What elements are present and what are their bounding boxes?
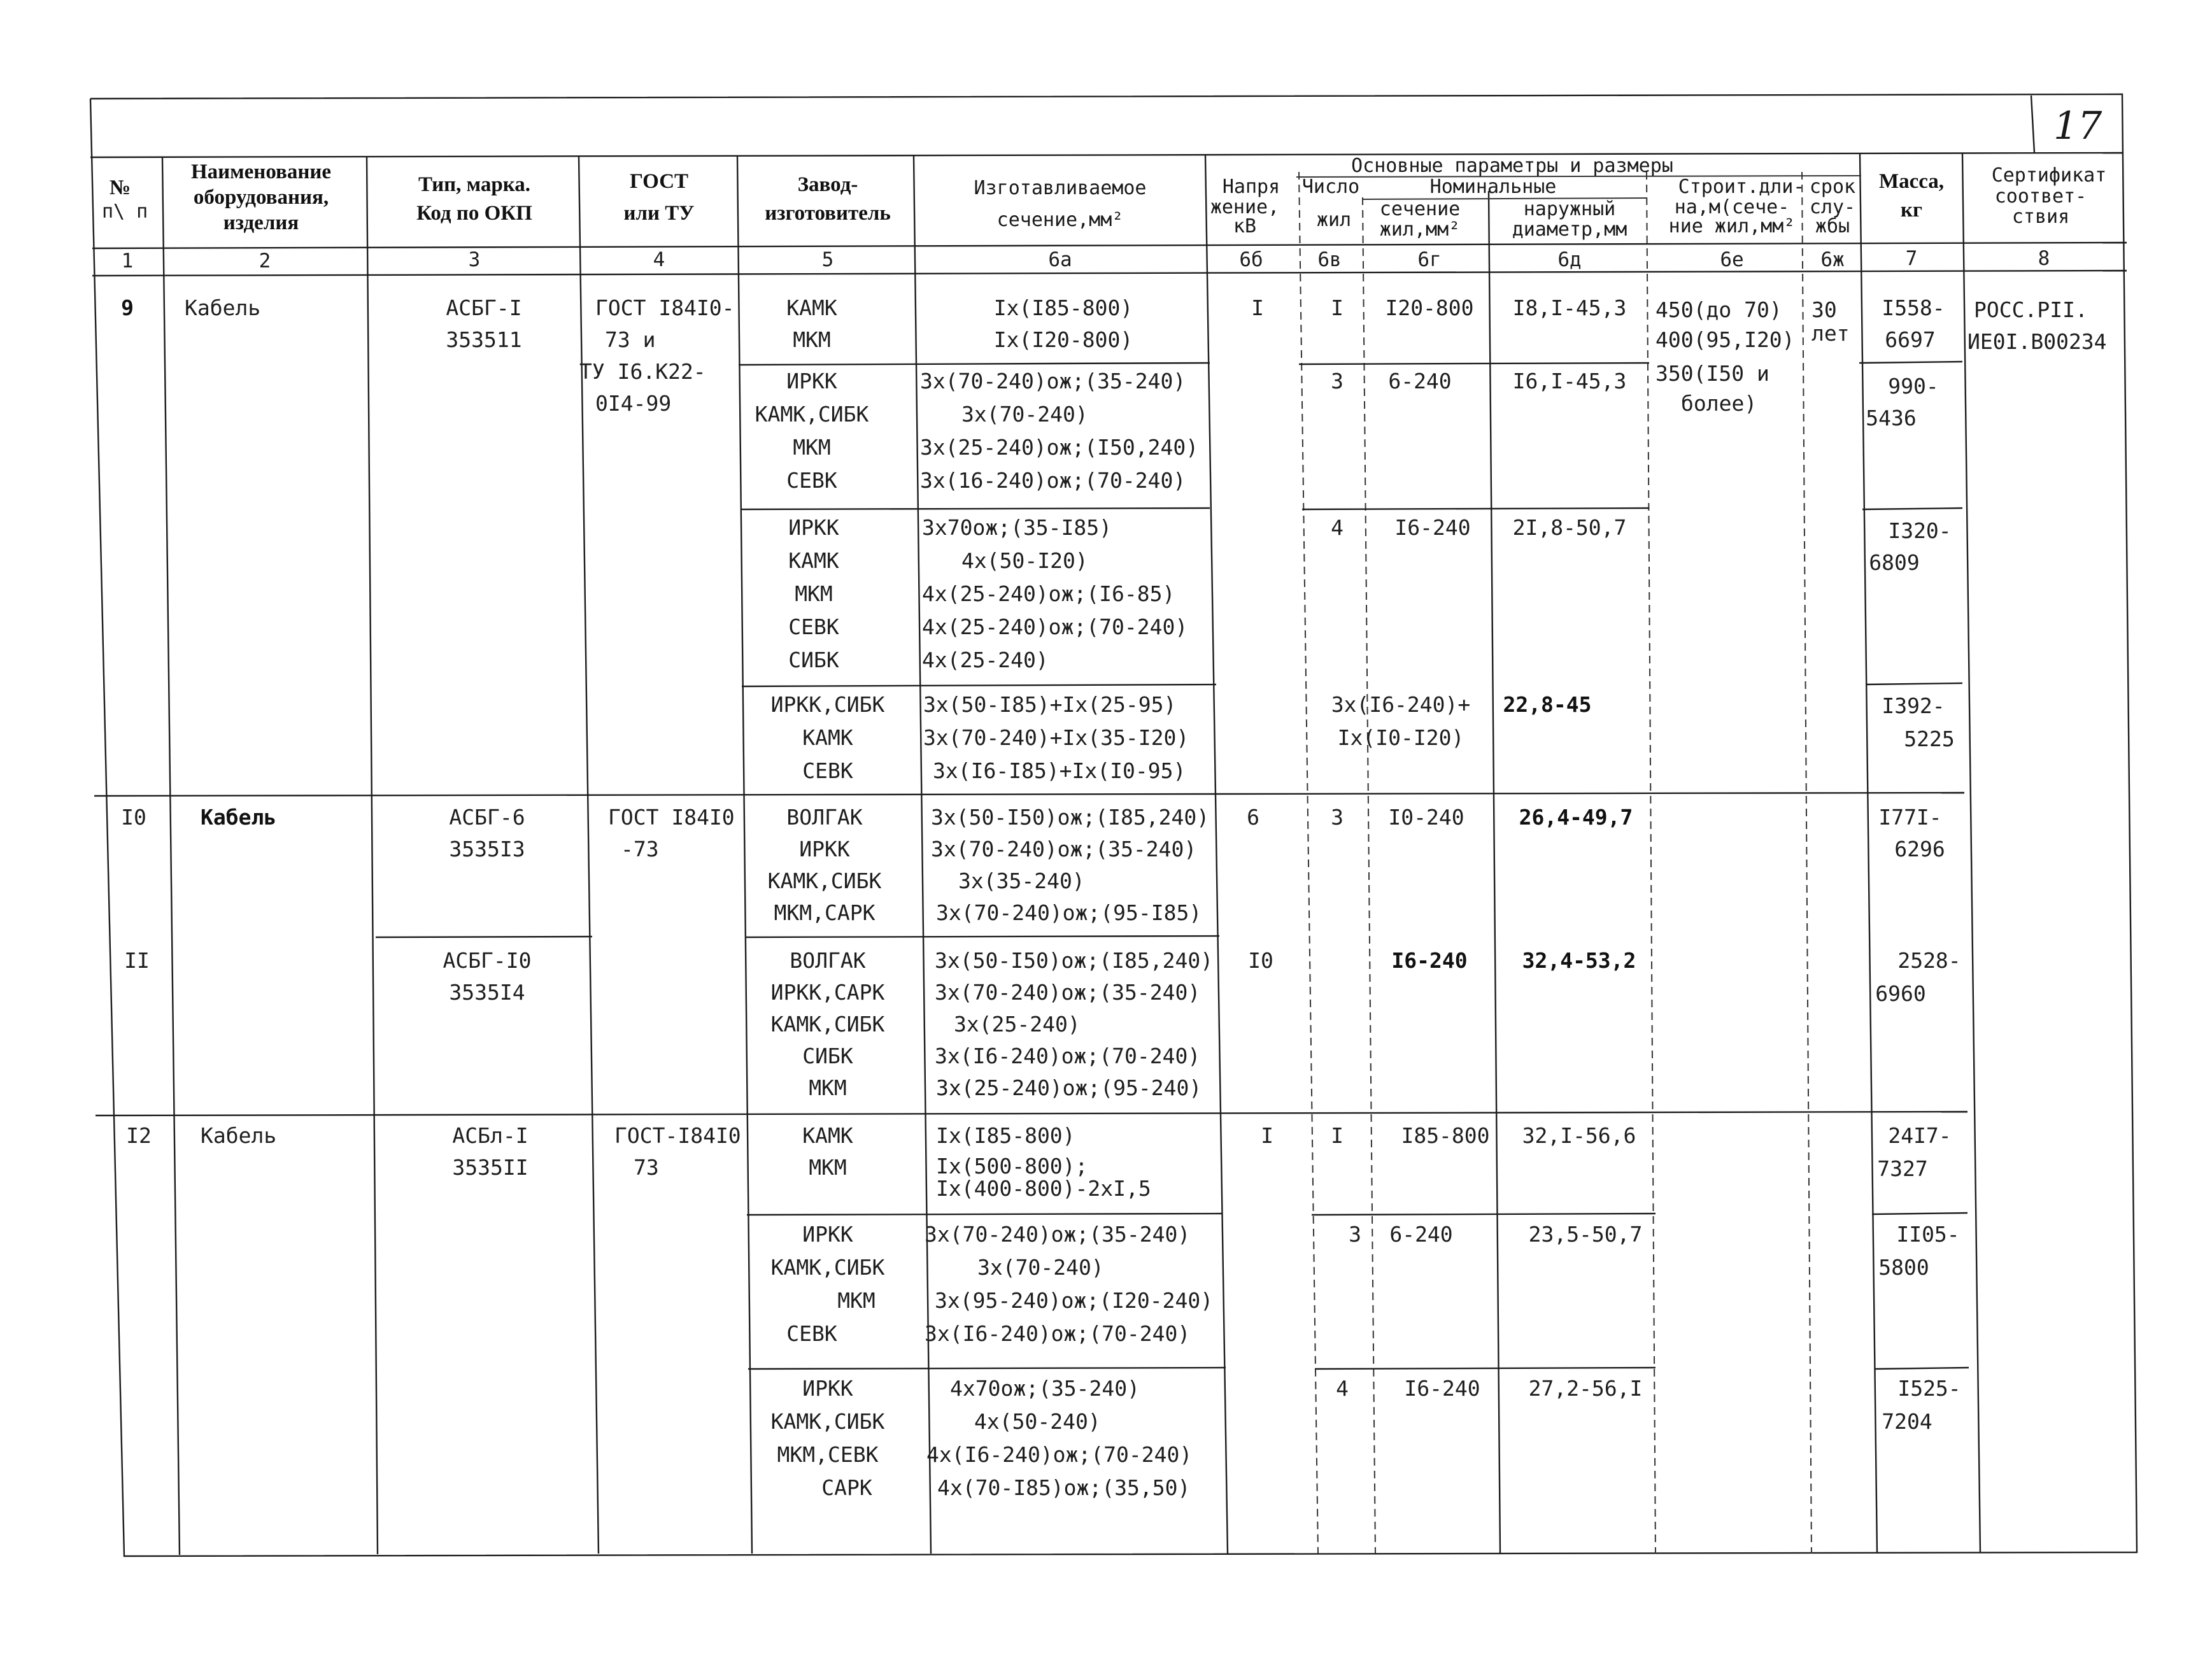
gost-text: -73 [621, 837, 659, 861]
header-maker-1: Завод- [797, 173, 858, 196]
col-num: 6д [1557, 248, 1582, 271]
section: 3х(70-240) [977, 1255, 1104, 1280]
header-section-1: Изготавливаемое [974, 177, 1147, 199]
section: 4х(25-240)ож;(70-240) [922, 614, 1188, 639]
header-main-params: Основные параметры и размеры [1351, 155, 1673, 177]
section: 3х(16-240)ож;(70-240) [920, 468, 1186, 493]
mass: 6809 [1869, 550, 1920, 575]
maker: МКМ [837, 1288, 876, 1313]
maker: СЕВК [786, 1321, 837, 1346]
cores: I [1331, 295, 1344, 320]
header-service-3: жбы [1815, 215, 1850, 237]
header-cores-1: Число [1301, 176, 1360, 198]
col-num: 6в [1317, 248, 1342, 271]
section: 4х(50-240) [974, 1409, 1101, 1434]
col-num: 1 [121, 250, 134, 273]
header-mass-2: кг [1901, 199, 1922, 222]
maker: КАМК,СИБК [755, 402, 869, 427]
header-voltage-2: жение, [1210, 196, 1280, 218]
maker: СИБК [802, 1044, 853, 1068]
maker: МКМ [809, 1075, 847, 1100]
section: 4х(50-I20) [961, 548, 1088, 573]
header-nominal: Номинальные [1429, 176, 1557, 198]
cores: 3 [1331, 805, 1344, 830]
mass: 6697 [1885, 327, 1936, 352]
core-section: 6-240 [1389, 1222, 1453, 1247]
gost-text: 0I4-99 [595, 391, 672, 416]
service-life: 30 [1811, 297, 1837, 322]
build-length: 450(до 70) [1655, 297, 1782, 322]
mass: 24I7- [1888, 1123, 1952, 1148]
item-name: Кабель [201, 805, 277, 830]
maker: ИРКК,САРК [770, 980, 885, 1005]
section: 4х(25-240)ож;(I6-85) [922, 581, 1175, 606]
maker: КАМК [788, 548, 839, 573]
mass: I320- [1888, 518, 1952, 543]
maker: КАМК,СИБК [770, 1012, 885, 1037]
outer-diameter: I6,I-45,3 [1512, 369, 1627, 393]
maker: КАМК,СИБК [770, 1255, 885, 1280]
header-maker-2: изготовитель [765, 202, 891, 225]
header-core-section-1: сечение [1379, 198, 1461, 220]
header-type-2: Код по ОКП [416, 202, 532, 225]
maker: КАМК [802, 725, 853, 750]
mass: I558- [1882, 295, 1945, 320]
section: 3х(70-240)+Iх(35-I20) [923, 725, 1189, 750]
header-num-sub: п\ п [102, 201, 148, 223]
mass: 5436 [1866, 406, 1917, 430]
maker: КАМК,СИБК [767, 868, 882, 893]
voltage: I [1251, 295, 1264, 320]
section: 3х(I6-240)ож;(70-240) [925, 1321, 1191, 1346]
header-cert-1: Сертификат [1991, 164, 2107, 187]
col-num: 2 [259, 250, 271, 273]
header-diam-2: диаметр,мм [1512, 218, 1627, 241]
section: 3х(95-240)ож;(I20-240) [935, 1288, 1214, 1313]
header-build-length-2: на,м(сече- [1674, 196, 1790, 218]
mass: II05- [1896, 1222, 1960, 1247]
header-voltage-1: Напря [1222, 176, 1280, 198]
mass: 5800 [1878, 1255, 1929, 1280]
header-name-2: оборудования, [193, 186, 329, 209]
page-number: 17 [2053, 104, 2102, 148]
outer-diameter: I8,I-45,3 [1512, 295, 1627, 320]
section: 3х(35-240) [958, 868, 1085, 893]
section: 4х(70-I85)ож;(35,50) [937, 1475, 1191, 1500]
cores: I [1331, 1123, 1344, 1148]
type-code: АСБГ-6 [449, 805, 525, 830]
header-cert-3: ствия [2011, 206, 2070, 228]
mass: 7327 [1877, 1156, 1928, 1181]
section: 3х(25-240)ож;(95-240) [936, 1075, 1202, 1100]
section: 3х(70-240)ож;(95-I85) [936, 900, 1202, 925]
col-num: 6б [1239, 248, 1263, 271]
col-num: 6г [1417, 248, 1442, 271]
okp-code: 353511 [446, 327, 522, 352]
voltage: I [1261, 1123, 1273, 1148]
row-number: I0 [121, 805, 146, 830]
gost-text: ГОСТ-I84I0 [614, 1123, 741, 1148]
cores: 4 [1336, 1376, 1349, 1401]
maker: МКМ [809, 1155, 847, 1180]
maker: СЕВК [802, 758, 853, 783]
core-section: I20-800 [1385, 295, 1474, 320]
voltage: I0 [1248, 948, 1273, 973]
outer-diameter: 32,I-56,6 [1522, 1123, 1636, 1148]
table-row [121, 805, 1945, 925]
header-cert-2: соответ- [1994, 185, 2087, 208]
section: Iх(I85-800) [936, 1123, 1075, 1148]
section: 3х(70-240) [961, 402, 1088, 427]
mass: I77I- [1878, 805, 1942, 830]
type-code: АСБГ-I0 [443, 948, 532, 973]
maker: МКМ,СЕВК [777, 1442, 879, 1467]
maker: ИРКК,СИБК [770, 692, 885, 717]
build-length: более) [1681, 391, 1757, 416]
core-section: I0-240 [1388, 805, 1464, 830]
table-row [126, 1123, 1961, 1500]
header-name-3: изделия [223, 211, 299, 234]
maker: КАМК [786, 295, 837, 320]
maker: КАМК [802, 1123, 853, 1148]
outer-diameter: 32,4-53,2 [1522, 948, 1636, 973]
section: Iх(I20-800) [993, 327, 1133, 352]
header-gost-1: ГОСТ [629, 170, 689, 193]
header-build-length-1: Строит.дли- [1678, 176, 1805, 198]
certificate: ИЕ0I.В00234 [1967, 329, 2107, 354]
outer-diameter: 26,4-49,7 [1519, 805, 1633, 830]
maker: ИРКК [786, 369, 837, 393]
section: 4х70ож;(35-240) [950, 1376, 1140, 1401]
header-name-1: Наименование [191, 160, 331, 183]
section: Iх(I85-800) [993, 295, 1133, 320]
col-num: 7 [1905, 247, 1918, 270]
col-num: 3 [468, 248, 481, 271]
table-row [124, 948, 1961, 1100]
gost-text: ГОСТ I84I0- [595, 295, 735, 320]
maker: МКМ,САРК [774, 900, 876, 925]
section: 3х(50-I50)ож;(I85,240) [931, 805, 1210, 830]
maker: ИРКК [799, 837, 850, 861]
col-num: 6а [1048, 248, 1072, 271]
type-code: АСБл-I [452, 1123, 528, 1148]
table-row [121, 295, 2106, 783]
cores: 3 [1331, 369, 1344, 393]
core-section: I85-800 [1401, 1123, 1490, 1148]
col-num: 4 [653, 248, 665, 271]
outer-diameter: 23,5-50,7 [1528, 1222, 1643, 1247]
maker: СИБК [788, 648, 839, 672]
okp-code: 3535I4 [449, 980, 525, 1005]
cores-combination: 3х(I6-240)+ [1331, 692, 1471, 717]
col-num: 6е [1720, 248, 1744, 271]
certificate: РОСС.РII. [1974, 297, 2088, 322]
cores: 4 [1331, 515, 1344, 540]
voltage: 6 [1247, 805, 1259, 830]
mass: I392- [1882, 693, 1945, 718]
col-num: 5 [821, 248, 834, 271]
header-build-length-3: ние жил,мм² [1668, 215, 1796, 237]
maker: МКМ [793, 435, 831, 460]
section: 3х(70-240)ож;(35-240) [931, 837, 1197, 861]
type-code: АСБГ-I [446, 295, 522, 320]
row-number: I2 [126, 1123, 152, 1148]
header-voltage-3: кВ [1233, 215, 1257, 237]
maker: СЕВК [788, 614, 839, 639]
section: 3х70ож;(35-I85) [922, 515, 1112, 540]
header-service-2: слу- [1809, 196, 1856, 218]
mass: 2528- [1897, 948, 1961, 973]
gost-text: ГОСТ I84I0 [608, 805, 735, 830]
item-name: Кабель [185, 295, 261, 320]
header-type-1: Тип, марка. [418, 173, 531, 196]
maker: МКМ [793, 327, 831, 352]
mass: 5225 [1904, 726, 1955, 751]
core-section: I6-240 [1394, 515, 1471, 540]
column-numbers-row [122, 247, 2050, 273]
section: Iх(500-800); [936, 1154, 1088, 1179]
section: 3х(I6-240)ож;(70-240) [935, 1044, 1201, 1068]
gost-text: 73 и [605, 327, 656, 352]
header-cores-2: жил [1316, 209, 1352, 231]
core-section: I6-240 [1391, 948, 1468, 973]
row-number: 9 [121, 295, 134, 320]
mass: 990- [1888, 374, 1939, 399]
row-number: II [124, 948, 150, 973]
mass: 7204 [1882, 1409, 1932, 1434]
outer-diameter: 2I,8-50,7 [1512, 515, 1627, 540]
section: 3х(25-240) [954, 1012, 1081, 1037]
okp-code: 3535II [452, 1155, 528, 1180]
maker: ИРКК [802, 1222, 853, 1247]
section: 3х(70-240)ож;(35-240) [920, 369, 1186, 393]
header-section-2: сечение,мм² [996, 209, 1124, 231]
mass: I525- [1897, 1376, 1961, 1401]
header-service-1: срок [1809, 176, 1856, 198]
build-length: 400(95,I20) [1655, 327, 1795, 352]
maker: САРК [821, 1475, 872, 1500]
outer-diameter: 27,2-56,I [1528, 1376, 1643, 1401]
okp-code: 3535I3 [449, 837, 525, 861]
section: 3х(70-240)ож;(35-240) [925, 1222, 1191, 1247]
mass: 6960 [1875, 981, 1926, 1006]
maker: ИРКК [788, 515, 839, 540]
section: 3х(70-240)ож;(35-240) [935, 980, 1201, 1005]
section: 4х(25-240) [922, 648, 1049, 672]
section: 3х(50-I50)ож;(I85,240) [935, 948, 1214, 973]
section: 4х(I6-240)ож;(70-240) [926, 1442, 1193, 1467]
item-name: Кабель [201, 1123, 277, 1148]
section: Iх(400-800)-2хI,5 [936, 1176, 1151, 1201]
section: 3х(25-240)ож;(I50,240) [920, 435, 1199, 460]
header-num: № [110, 176, 131, 199]
service-life: лет [1811, 321, 1850, 346]
maker: ВОЛГАК [790, 948, 866, 973]
mass: 6296 [1894, 837, 1945, 861]
gost-text: ТУ I6.К22- [579, 359, 706, 384]
col-num: 6ж [1820, 248, 1845, 271]
gost-text: 73 [634, 1155, 659, 1180]
col-num: 8 [2038, 247, 2050, 270]
cores: 3 [1349, 1222, 1361, 1247]
maker: МКМ [795, 581, 833, 606]
section: 3х(50-I85)+Iх(25-95) [923, 692, 1177, 717]
build-length: 350(I50 и [1655, 361, 1769, 386]
header-core-section-2: жил,мм² [1379, 218, 1461, 241]
maker: ИРКК [802, 1376, 853, 1401]
cores-combination: Iх(I0-I20) [1337, 725, 1464, 750]
table-header [102, 155, 2106, 241]
header-diam-1: наружный [1523, 198, 1616, 220]
core-section: 6-240 [1388, 369, 1452, 393]
header-mass-1: Масса, [1878, 170, 1945, 193]
header-gost-2: или ТУ [623, 202, 695, 225]
section: 3х(I6-I85)+Iх(I0-95) [933, 758, 1186, 783]
maker: ВОЛГАК [786, 805, 863, 830]
core-section: I6-240 [1404, 1376, 1480, 1401]
maker: КАМК,СИБК [770, 1409, 885, 1434]
outer-diameter: 22,8-45 [1503, 692, 1592, 717]
maker: СЕВК [786, 468, 837, 493]
